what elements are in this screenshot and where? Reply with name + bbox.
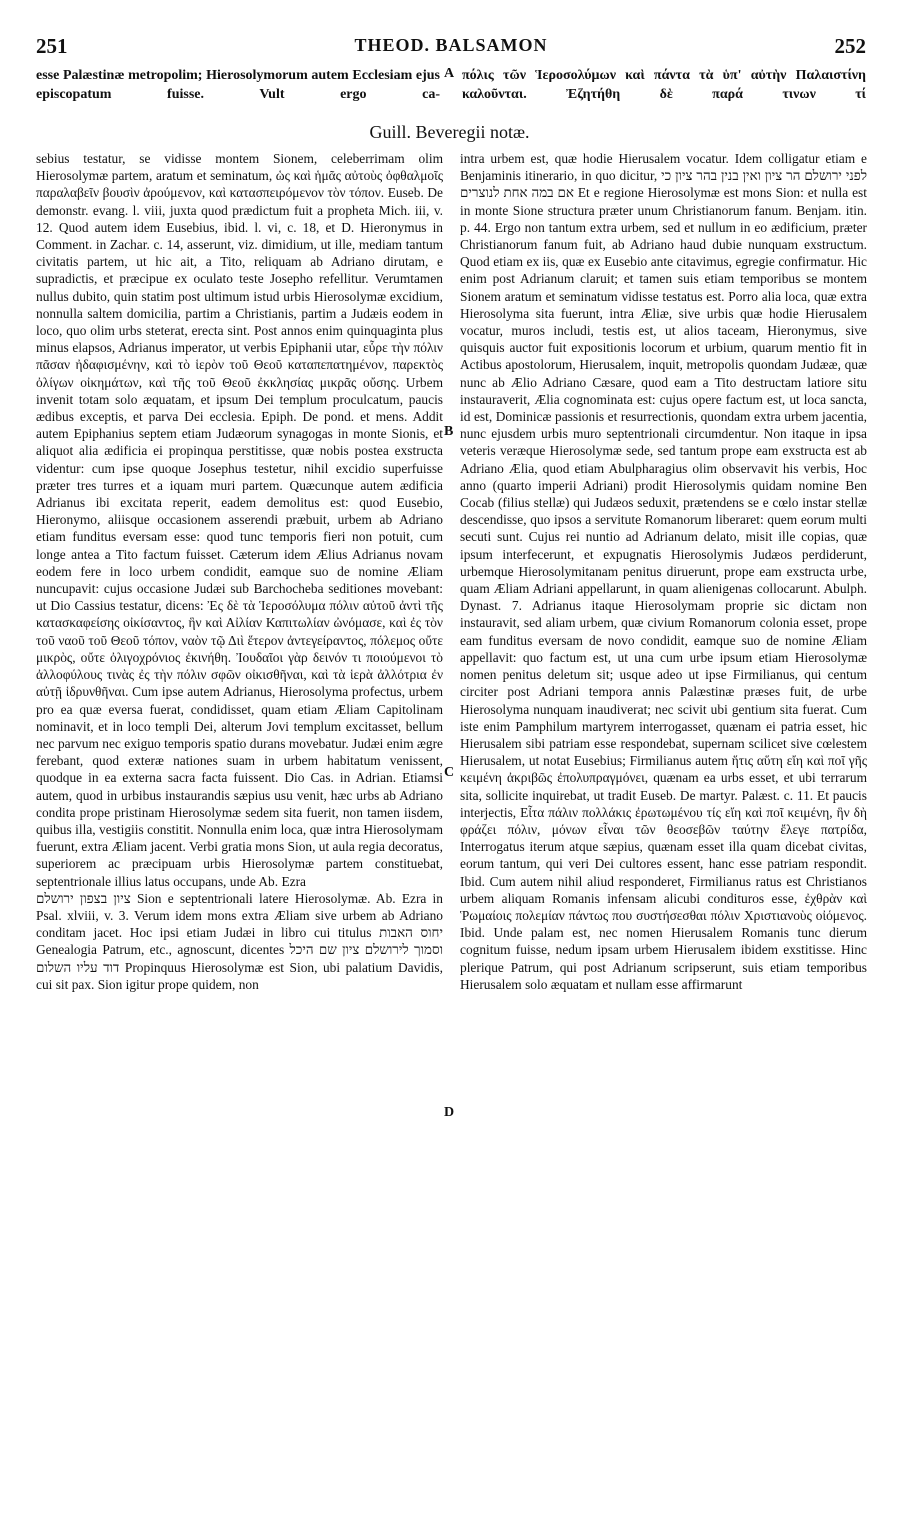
margin-marker-a: A [444,66,455,81]
column-right-paragraph-1: intra urbem est, quæ hodie Hierusalem vocatur. Idem colligatur etiam e Benjaminis itinerario, in quo dicitur, לפני ירושלם הר ציון ואין בנין בהר ציון כי אם במה אחת לנוצרים Et e regione Hierosolymæ est mons Sion: et nulla est in monte Sione structura præter unum Christianorum fanum. Benjam. itin. p. 44. Ergo non tantum extra urbem, sed et nullum in eo ædificium, præter Christianorum fanum fuit, ab Adriano haud dubie nunquam exstructum. Quod etiam ex iis, quæ ex Eusebio ante citavimus, egregie confirmatur. Hic enim post Adrianum claruit; et tamen suis etiam temporibus se montem Sionem aratum et seminatum vidisse testatus est. Porro alia loca, quæ extra Hierosolyma sita fuerunt, intra Æliæ, sive urbis quæ hodie Hierusalem vocatur, muros includi, testis est, ut alios taceam, Hieronymus, sive quisquis auctor fuit expositionis locorum et urbium, quarum mentio fit in Actibus apostolorum, Hierusalem, inquit, metropolis quondam Judææ, quæ nunc ab Ælio Adriano Cæsare, quod eam a Tito destructam latiore situ instauraverit, Ælia cognominata est: cujus opere factum est, ut loca sancta, id est, Dominicæ passionis et resurrectionis, quondam extra urbem jacentia, nunc ejusdem urbis muro septentrionali circumdentur. Non itaque in ipsa veteris veræque Hierosolymæ sede, sed tantum prope eam exstructa est ab Adriano Ælia, quod etiam Abulpharagius olim observavit his verbis, Hoc anno (quarto imperii Adriani) prodit Hierosolymis quidam nomine Ben Cocab (filius stellæ) qui Judæos seduxit, prætendens se e cœlo instar stellæ descendisse, quo ipsos a servitute Romanorum liberaret: quem eorum multi secuti sunt. Cujus rei nuntio ad Adrianum delato, misit ille copias, quæ ipsum interfecerunt, et expugnatis Hierosolymis Judæos perdiderunt, urbemque Hierosolymitanam penitus diruerunt, prope eam exstructa urbe, quam Æliam Adriani appellarunt, in quam alienigenas collocarunt. Abulph. Dynast. 7. Adrianus itaque Hierosolymam proprie sic dictam non instauravit, sed aliam urbem, quæ civium Romanorum colonia esset, prope eam funditus eversam de novo condidit, eamque suo de nomine Æliam appellavit: quo factum est, ut una cum urbe ipsum etiam Hierosolymæ nomen penitus deletum sit; usque adeo ut ipse Firmilianus, qui centum circiter post Adriani tempora annis Palæstinæ præses fuit, de urbe Hierosolyma nunquam inaudiverat; nec scivit ubi gentium sita fuerat. Cum iste enim Pamphilum martyrem interrogasset, quænam ei patria esset, hic Hierusalem sibi patriam esse respondebat, supernam scilicet sive cœlestem Hierusalem, ut notat Eusebius; Firmilianus autem ἥτις αὕτη εἴη καὶ ποῖ γῆς κειμένη ἀκριβῶς ἐπολυπραγμόνει, quænam ea urbs esset, et ubi terrarum sita, sollicite inquirebat, ut tradit Euseb. De martyr. Palæst. c. 11. Et paucis interjectis, Εἶτα πάλιν πολλάκις ἐρωτωμένου τίς εἴη καὶ ποῖ κειμένη, ἣν δὴ φράζει πόλιν, μόνων εἶναι τῶν θεοσεβῶν ταύτην ἔλεγε πατρίδα, Interrogatus iterum atque sæpius, quænam esset illa quam dicebat civitas, eorum tantum, qui veri Dei cultores essent, hanc esse patriam respondit. Ibid. Cum autem nihil aliud responderet, Firmilianus ratus est Christianos urbem aliquam Romanis infensam alicubi condituros esse, ἐχθρὰν καὶ Ῥωμαίοις πολεμίαν πάντως που συστήσεσθαι πόλιν Χριστιανοὺς οἰόμενος. Ibid. Unde palam est, nec nomen Hierusalem Romanis tunc dierum cognitum fuisse, nedum ipsam urbem Hierusalem ibidem exstitisse. Hinc plerique Patrum, qui post Adrianum scripserunt, suis etiam temporibus Hierusalem solo æquatam et nullam esse affirmarunt [460,151,867,992]
page-number-right: 252 [834,34,866,58]
page-number-left: 251 [36,34,68,58]
column-left [36,150,443,993]
intro-right-text: πόλις τῶν Ἱεροσολύμων καὶ πάντα τὰ ὑπ' αὐτὴν Παλαιστίνη καλοῦνται. Ἐζητήθη δὲ παρά τινων τί [462,68,866,102]
column-left-paragraph-2: ציון בצפון ירושלם Sion e septentrionali latere Hierosolymæ. Ab. Ezra in Psal. xlviii, v. 3. Verum idem mons extra Æliam sive urbem ab Adriano conditam jacet. Hoc ipsi etiam Judæi in libro cui titulus יחוס האבות Genealogia Patrum, etc., agnoscunt, dicentes וסמוך לירושלם ציון שם היכל דוד עליו השלום Propinquus Hierosolymæ est Sion, ubi palatium Davidis, cui sit pax. Sion igitur prope quidem, non [36,890,443,992]
running-header [36,34,866,60]
intro-left-text: esse Palæstinæ metropolim; Hierosolymorum autem Ecclesiam ejus episcopatum fuisse. Vult ergo ca- [36,68,440,102]
column-right [460,150,867,993]
margin-marker-c: C [444,765,455,780]
margin-marker-b: B [444,424,454,439]
running-title: THEOD. BALSAMON [354,35,548,55]
column-left-paragraph-1: sebius testatur, se vidisse montem Sionem, celeberrimam olim Hierosolymæ partem, aratum et seminatum, ὡς καὶ ἡμᾶς αὐτοὺς ὀφθαλμοῖς παραλαβεῖν βουσὶν ἀρούμενον, καὶ κατασπειρόμενον τὸν τόπον. Euseb. De demonstr. evang. l. viii, juxta quod prædictum fuit a propheta Mich. iii, v. 12. Quod autem idem Eusebius, ibid. l. vi, c. 18, et D. Hieronymus in Comment. in Zachar. c. 14, asserunt, viz. dimidium, ut ille, mediam tantum civitatis partem, ut hic ait, a Tito, reliquam ab Adriano dirutam, e supradictis, et præcipue ex oculato teste Josepho refellitur. Verumtamen nullus dubito, quin statim post ultimum istud urbis Hierosolymæ excidium, nonnulla saltem domicilia, partim a Christianis, partim a Judæis eodem in loco, quo olim urbs steterat, erecta sint. Post annos enim quinquaginta plus minus elapsos, Adrianus imperator, ut verbis Epiphanii utar, εὗρε τὴν πόλιν πᾶσαν ἠδαφισμένην, καὶ τὸ ἱερὸν τοῦ Θεοῦ καταπεπατημένον, παρεκτὸς ὀλίγων οἰκημάτων, καὶ τῆς τοῦ Θεοῦ ἐκκλησίας μικρᾶς οὔσης. Urbem invenit totam solo æquatam, et ipsum Dei templum proculcatum, paucis ædibus exceptis, et parva Dei ecclesia. Epiph. De pond. et mens. Addit autem Epiphanius septem etiam Judæorum synagogas in monte Sionis, et aliquot alia ædificia ei propinqua perstitisse, quæ nobis postea exstructa videntur: cum ipse quoque Josephus testetur, nihil excidio superfuisse præter tres turres et a iquam muri partem. Quæcunque autem ædificia Adrianus ibi excitata reperit, eadem demolitus est: quod Eusebio, Hieronymo, aliisque occasionem asserendi præbuit, urbem ab Adriano etiam funditus eversam esse: quod tunc temporis fieri non potuit, cum longe antea a Tito factum fuisset. Cæterum idem Ælius Adrianus novam eodem fere in loco urbem condidit, eamque suo de nomine Æliam nuncupavit: cujus occasione Judæi sub Barchocheba seditiones movebant: ut Dio Cassius testatur, dicens: Ἐς δὲ τὰ Ἱεροσόλυμα πόλιν αὐτοῦ ἀντὶ τῆς κατασκαφείσης οἰκίσαντος, ἣν καὶ Αἰλίαν Καπιτωλίαν ὠνόμασε, καὶ ἐς τὸν τοῦ ναοῦ τοῦ Θεοῦ τόπον, ναὸν τῷ Διὶ ἕτερον ἀντεγείραντος, πόλεμος οὔτε μικρὸς, οὔτε ὀλιγοχρόνιος ἐκινήθη. Ἰουδαῖοι γὰρ δεινόν τι ποιούμενοι τὸ ἀλλοφύλους τινὰς ἐς τὴν πόλιν σφῶν οἰκισθῆναι, καὶ τὰ ἱερὰ ἀλλότρια ἐν αὐτῇ ἱδρυνθῆναι. Cum ipse autem Adrianus, Hierosolyma profectus, urbem pro ea quæ eversa fuerat, condidisset, quam etiam Æliam Capitolinam nominavit, et in loco templi Dei, alterum Jovi templum excitasset, bellum nec parvum nec exiguo temporis spatio durans movebatur. Judæi enim ægre ferebant, quod exteræ nationes suam in urbem habitatum venissent, quodque in ea externa sacra facta fuissent. Dio Cas. in Adrian. Etiamsi autem, quod in urbibus instaurandis sæpius usu venit, hæc urbs ab Adriano condita prope pristinam Hierosolymæ sedem sita fuerit, non tamen iisdem, quibus illa, vestigiis constitit. Nonnulla enim loca, quæ intra Hierosolymam fuerunt, extra Æliam jacent. Verbi gratia mons Sion, ut aula regia decoratus, superiorem ac præcipuam urbis Hierosolymæ partem constituebat, septentrionale illius latus occupans, unde Ab. Ezra [36,151,443,889]
section-title: Guill. Beveregii notæ. [369,122,530,142]
margin-marker-d: D [444,1105,455,1120]
